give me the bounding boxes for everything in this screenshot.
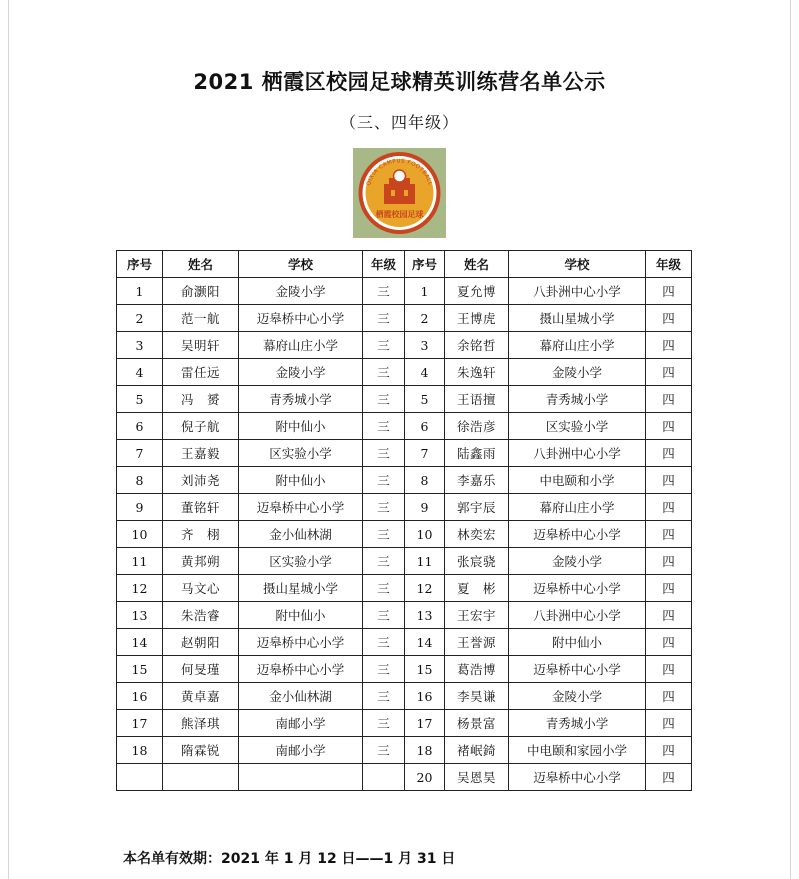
cell-index-g3: 18 [117, 737, 163, 764]
cell-school-g3: 附中仙小 [239, 602, 363, 629]
table-row [117, 359, 692, 386]
cell-name-g4: 郭宇辰 [445, 494, 509, 521]
header-school-g4: 学校 [509, 251, 646, 278]
cell-index-g3: 3 [117, 332, 163, 359]
cell-school-g3: 金陵小学 [239, 359, 363, 386]
table-row [117, 764, 692, 791]
cell-grade-g3: 三 [363, 737, 405, 764]
cell-grade-g4: 四 [646, 305, 692, 332]
cell-name-g4: 王誉源 [445, 629, 509, 656]
table-row [117, 386, 692, 413]
logo-ball-icon [394, 170, 406, 182]
cell-grade-g3: 三 [363, 494, 405, 521]
cell-index-g4: 2 [405, 305, 445, 332]
cell-name-g3: 朱浩睿 [163, 602, 239, 629]
cell-index-g3: 13 [117, 602, 163, 629]
cell-index-g4: 20 [405, 764, 445, 791]
cell-school-g4: 迈皋桥中心小学 [509, 764, 646, 791]
cell-grade-g3: 三 [363, 386, 405, 413]
cell-school-g3: 附中仙小 [239, 413, 363, 440]
cell-grade-g3: 三 [363, 440, 405, 467]
cell-name-g3: 黄邦朔 [163, 548, 239, 575]
cell-index-g4: 8 [405, 467, 445, 494]
cell-school-g4: 八卦洲中心小学 [509, 602, 646, 629]
cell-name-g4: 林奕宏 [445, 521, 509, 548]
cell-name-g4: 夏允博 [445, 278, 509, 305]
cell-name-g4: 王博虎 [445, 305, 509, 332]
cell-school-g4: 幕府山庄小学 [509, 332, 646, 359]
cell-school-g4: 摄山星城小学 [509, 305, 646, 332]
cell-name-g4: 王语擅 [445, 386, 509, 413]
cell-school-g4: 金陵小学 [509, 359, 646, 386]
cell-school-g3: 摄山星城小学 [239, 575, 363, 602]
cell-index-g3: 15 [117, 656, 163, 683]
cell-grade-g4: 四 [646, 521, 692, 548]
cell-school-g3: 迈皋桥中心小学 [239, 494, 363, 521]
cell-school-g3: 金陵小学 [239, 278, 363, 305]
cell-grade-g3: 三 [363, 278, 405, 305]
cell-school-g4: 青秀城小学 [509, 386, 646, 413]
cell-name-g4: 李嘉乐 [445, 467, 509, 494]
logo-window-left [391, 190, 395, 196]
cell-index-g4: 13 [405, 602, 445, 629]
cell-index-g4: 7 [405, 440, 445, 467]
cell-grade-g4: 四 [646, 413, 692, 440]
table-row [117, 548, 692, 575]
cell-name-g3: 王嘉毅 [163, 440, 239, 467]
cell-grade-g4: 四 [646, 656, 692, 683]
cell-grade-g4: 四 [646, 710, 692, 737]
cell-name-g4: 陆鑫雨 [445, 440, 509, 467]
cell-grade-g3: 三 [363, 548, 405, 575]
cell-name-g3: 马文心 [163, 575, 239, 602]
cell-school-g3: 金小仙林湖 [239, 521, 363, 548]
cell-grade-g4: 四 [646, 359, 692, 386]
cell-index-g3: 2 [117, 305, 163, 332]
cell-school-g3: 南邮小学 [239, 737, 363, 764]
table-row [117, 440, 692, 467]
cell-grade-g3 [363, 764, 405, 791]
cell-grade-g4: 四 [646, 386, 692, 413]
cell-grade-g4: 四 [646, 764, 692, 791]
cell-school-g4: 金陵小学 [509, 548, 646, 575]
cell-index-g3: 4 [117, 359, 163, 386]
cell-grade-g4: 四 [646, 602, 692, 629]
cell-index-g3: 5 [117, 386, 163, 413]
cell-name-g4: 夏 彬 [445, 575, 509, 602]
cell-school-g3: 南邮小学 [239, 710, 363, 737]
cell-index-g4: 12 [405, 575, 445, 602]
cell-name-g3: 吴明轩 [163, 332, 239, 359]
cell-name-g3: 黄卓嘉 [163, 683, 239, 710]
table-row [117, 413, 692, 440]
cell-name-g4: 杨景富 [445, 710, 509, 737]
cell-name-g3: 雷任远 [163, 359, 239, 386]
cell-school-g4: 中电颐和家园小学 [509, 737, 646, 764]
cell-index-g4: 3 [405, 332, 445, 359]
table-row [117, 278, 692, 305]
cell-name-g4: 吴恩昊 [445, 764, 509, 791]
cell-grade-g4: 四 [646, 278, 692, 305]
cell-index-g3: 6 [117, 413, 163, 440]
cell-name-g4: 王宏宇 [445, 602, 509, 629]
cell-name-g4: 褚岷錡 [445, 737, 509, 764]
cell-school-g3: 附中仙小 [239, 467, 363, 494]
cell-grade-g3: 三 [363, 467, 405, 494]
cell-index-g3: 16 [117, 683, 163, 710]
cell-index-g4: 5 [405, 386, 445, 413]
page-title: 2021 栖霞区校园足球精英训练营名单公示 [193, 70, 606, 94]
cell-name-g3 [163, 764, 239, 791]
cell-school-g4: 金陵小学 [509, 683, 646, 710]
table-row [117, 494, 692, 521]
cell-name-g3: 熊泽琪 [163, 710, 239, 737]
table-row [117, 467, 692, 494]
cell-grade-g3: 三 [363, 629, 405, 656]
cell-school-g3: 区实验小学 [239, 548, 363, 575]
cell-index-g3: 17 [117, 710, 163, 737]
header-index-g4: 序号 [405, 251, 445, 278]
cell-index-g3 [117, 764, 163, 791]
cell-name-g4: 余铭哲 [445, 332, 509, 359]
cell-school-g3: 迈皋桥中心小学 [239, 656, 363, 683]
logo-window-right [404, 190, 408, 196]
cell-grade-g4: 四 [646, 737, 692, 764]
cell-index-g4: 9 [405, 494, 445, 521]
cell-index-g4: 15 [405, 656, 445, 683]
cell-index-g4: 10 [405, 521, 445, 548]
cell-name-g3: 范一航 [163, 305, 239, 332]
cell-grade-g3: 三 [363, 710, 405, 737]
cell-name-g3: 隋霖锐 [163, 737, 239, 764]
cell-index-g3: 9 [117, 494, 163, 521]
table-row [117, 656, 692, 683]
logo-building [384, 184, 415, 204]
cell-name-g4: 朱逸轩 [445, 359, 509, 386]
cell-grade-g4: 四 [646, 683, 692, 710]
cell-grade-g3: 三 [363, 683, 405, 710]
cell-grade-g4: 四 [646, 440, 692, 467]
header-grade-g4: 年级 [646, 251, 692, 278]
cell-grade-g4: 四 [646, 494, 692, 521]
cell-index-g3: 12 [117, 575, 163, 602]
header-school-g3: 学校 [239, 251, 363, 278]
cell-school-g4: 迈皋桥中心小学 [509, 575, 646, 602]
cell-school-g3: 区实验小学 [239, 440, 363, 467]
cell-school-g3: 幕府山庄小学 [239, 332, 363, 359]
cell-school-g3: 迈皋桥中心小学 [239, 629, 363, 656]
roster-table [116, 250, 692, 791]
cell-school-g4: 幕府山庄小学 [509, 494, 646, 521]
cell-school-g4: 中电颐和小学 [509, 467, 646, 494]
cell-school-g4: 八卦洲中心小学 [509, 278, 646, 305]
cell-name-g3: 刘沛尧 [163, 467, 239, 494]
cell-grade-g3: 三 [363, 521, 405, 548]
cell-index-g4: 6 [405, 413, 445, 440]
cell-index-g4: 14 [405, 629, 445, 656]
logo-graphic [353, 148, 446, 238]
cell-school-g3: 青秀城小学 [239, 386, 363, 413]
cell-school-g3: 迈皋桥中心小学 [239, 305, 363, 332]
cell-index-g4: 1 [405, 278, 445, 305]
table-row [117, 332, 692, 359]
cell-name-g3: 齐 栩 [163, 521, 239, 548]
cell-name-g3: 俞灏阳 [163, 278, 239, 305]
table-row [117, 305, 692, 332]
cell-name-g4: 张宸骁 [445, 548, 509, 575]
table-row [117, 575, 692, 602]
cell-school-g4: 区实验小学 [509, 413, 646, 440]
header-grade-g3: 年级 [363, 251, 405, 278]
logo-arc-text: QIXIA CAMPUS FOOTBALL [365, 158, 434, 187]
cell-index-g4: 16 [405, 683, 445, 710]
roster-body [117, 278, 692, 791]
cell-grade-g4: 四 [646, 548, 692, 575]
cell-school-g4: 附中仙小 [509, 629, 646, 656]
cell-grade-g3: 三 [363, 305, 405, 332]
logo-caption: 栖霞校园足球 [375, 210, 424, 219]
cell-name-g3: 何旻瑾 [163, 656, 239, 683]
cell-name-g3: 赵朝阳 [163, 629, 239, 656]
cell-name-g3: 董铭轩 [163, 494, 239, 521]
cell-index-g3: 7 [117, 440, 163, 467]
cell-grade-g4: 四 [646, 467, 692, 494]
cell-grade-g3: 三 [363, 359, 405, 386]
table-row [117, 521, 692, 548]
cell-school-g4: 青秀城小学 [509, 710, 646, 737]
cell-index-g4: 4 [405, 359, 445, 386]
campus-football-logo [353, 148, 446, 238]
page-subtitle: （三、四年级） [339, 113, 459, 132]
table-header-row [117, 251, 692, 278]
cell-grade-g4: 四 [646, 629, 692, 656]
cell-name-g3: 冯 赟 [163, 386, 239, 413]
cell-index-g3: 10 [117, 521, 163, 548]
cell-school-g3: 金小仙林湖 [239, 683, 363, 710]
cell-index-g3: 11 [117, 548, 163, 575]
cell-grade-g3: 三 [363, 413, 405, 440]
header-index-g3: 序号 [117, 251, 163, 278]
cell-school-g4: 迈皋桥中心小学 [509, 521, 646, 548]
cell-school-g4: 迈皋桥中心小学 [509, 656, 646, 683]
cell-index-g4: 18 [405, 737, 445, 764]
cell-grade-g4: 四 [646, 332, 692, 359]
cell-grade-g3: 三 [363, 332, 405, 359]
cell-grade-g3: 三 [363, 575, 405, 602]
cell-name-g3: 倪子航 [163, 413, 239, 440]
cell-name-g4: 葛浩博 [445, 656, 509, 683]
table-row [117, 737, 692, 764]
cell-school-g4: 八卦洲中心小学 [509, 440, 646, 467]
cell-index-g3: 1 [117, 278, 163, 305]
table-row [117, 710, 692, 737]
cell-grade-g4: 四 [646, 575, 692, 602]
cell-name-g4: 李昊谦 [445, 683, 509, 710]
validity-note: 本名单有效期：2021 年 1 月 12 日——1 月 31 日 [123, 851, 456, 867]
table-row [117, 602, 692, 629]
cell-grade-g3: 三 [363, 602, 405, 629]
header-name-g3: 姓名 [163, 251, 239, 278]
cell-index-g4: 17 [405, 710, 445, 737]
header-name-g4: 姓名 [445, 251, 509, 278]
cell-school-g3 [239, 764, 363, 791]
cell-grade-g3: 三 [363, 656, 405, 683]
cell-name-g4: 徐浩彦 [445, 413, 509, 440]
cell-index-g3: 8 [117, 467, 163, 494]
table-row [117, 629, 692, 656]
cell-index-g3: 14 [117, 629, 163, 656]
cell-index-g4: 11 [405, 548, 445, 575]
table-row [117, 683, 692, 710]
